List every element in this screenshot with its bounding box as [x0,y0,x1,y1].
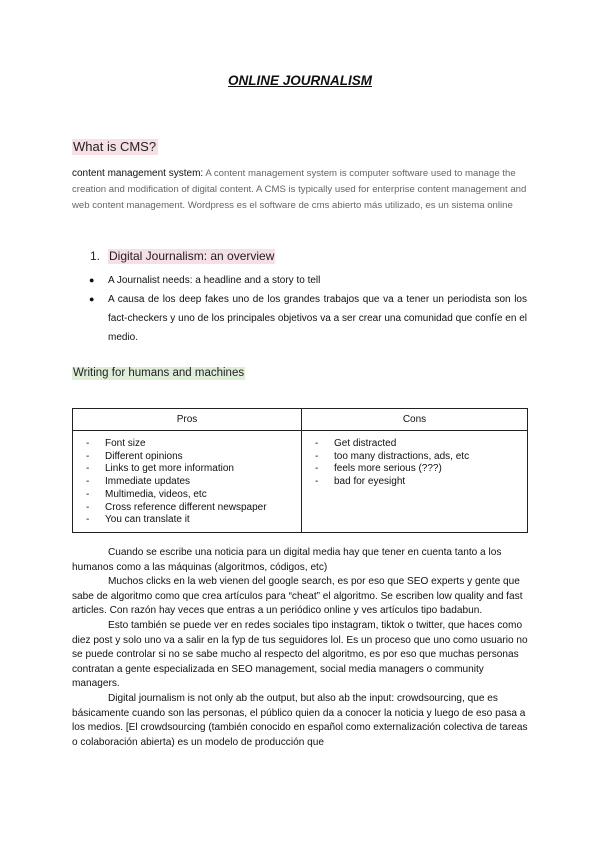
pros-cell [73,431,302,533]
dash-marker: - [86,476,90,488]
section-heading-text: Digital Journalism: an overview [109,249,275,263]
pros-list [86,438,295,527]
table-row [73,431,528,533]
pros-item [86,502,295,515]
pros-item [86,476,295,489]
bullet-icon: ● [89,275,95,285]
heading-writing-for-humans: Writing for humans and machines [73,367,245,379]
cms-definition-paragraph [72,166,532,213]
dash-marker: - [86,501,90,513]
pros-item [86,489,295,502]
heading-digital-journalism [90,249,275,263]
overview-bullet-list [89,271,527,347]
cons-item [315,463,521,476]
heading-what-is-cms: What is CMS? [73,139,157,154]
pros-item-text: Font size [105,438,146,449]
body-paragraph: Digital journalism is not only ab the output, but also ab the input: crowdsourcing, que es básicamente cuando son las personas, el público quien da a conocer la noticia y luego de eso pasa a los medios. [El crowdsourcing (también conocido en español como externalización colectiva de tareas o colaboración abierta) es un modelo de producción que [72,692,528,748]
pros-item-text: Multimedia, videos, etc [105,488,207,500]
pros-item-text: Cross reference different newspaper [105,501,267,513]
cons-list [315,438,521,489]
dash-marker: - [86,488,90,500]
cms-definition-text: A content management system is computer software used to manage the creation and modification of digital content. A CMS is typically used for enterprise content management and web content management. Wordpress es el software de cms abierto más utilizado, es un sistema online [72,168,527,211]
pros-item-text: Different opinions [105,450,183,462]
cons-item [315,476,521,489]
cons-item-text: too many distractions, ads, etc [334,450,470,462]
body-text-section [72,546,528,750]
body-paragraph: Muchos clicks en la web vienen del google search, es por eso que SEO experts y gente que sabe de algoritmo como que crea artículos para “cheat” el algoritmo. Se escriben low quality and fast articles. Con razón hay veces que entras a un periódico online y ves artículos tipo badabun. [72,576,523,617]
pros-item-text: Immediate updates [105,476,191,488]
list-item [89,290,527,347]
dash-marker: - [315,438,319,449]
bullet-text: A Journalist needs: a headline and a story to tell [108,275,321,286]
cons-item-text: feels more serious (???) [334,463,442,475]
cons-item [315,451,521,464]
pros-item [86,451,295,464]
cons-item-text: Get distracted [334,438,397,449]
pros-item [86,463,295,476]
pros-header: Pros [73,409,302,431]
dash-marker: - [86,438,90,449]
pros-item-text: You can translate it [105,514,190,526]
dash-marker: - [315,476,319,488]
cons-cell [302,431,528,533]
pros-item [86,514,295,527]
document-title: ONLINE JOURNALISM [227,73,372,88]
body-paragraph: Cuando se escribe una noticia para un digital media hay que tener en cuenta tanto a los humanos como a las máquinas (algoritmos, códigos, etc) [72,547,502,573]
table-header-row [73,409,528,431]
cons-header: Cons [302,409,528,431]
dash-marker: - [86,463,90,475]
pros-item [86,438,295,451]
body-paragraph: Esto también se puede ver en redes sociales tipo instagram, tiktok o twitter, que haces como diez post y solo uno va a salir en la fyp de tus seguidores lol. Es un proceso que uno como usuario no se puede controlar si no se sabe mucho al respecto del algoritmo, es por eso que muchas personas contratan a gente especializada en SEO management, social media managers o community managers. [72,619,528,690]
dash-marker: - [315,450,319,462]
cms-term: content management system: [72,168,204,179]
pros-cons-table [72,408,528,533]
bullet-icon: ● [89,294,95,304]
list-item [89,271,527,290]
dash-marker: - [315,463,319,475]
dash-marker: - [86,450,90,462]
cons-item [315,438,521,451]
dash-marker: - [86,514,90,526]
pros-item-text: Links to get more information [105,463,234,475]
cons-item-text: bad for eyesight [334,476,406,488]
section-number: 1. [90,249,101,263]
bullet-text: A causa de los deep fakes uno de los grandes trabajos que va a tener un periodista son los fact-checkers y uno de los principales objetivos va a ser crear una comunidad que confíe en el medio. [108,294,527,343]
